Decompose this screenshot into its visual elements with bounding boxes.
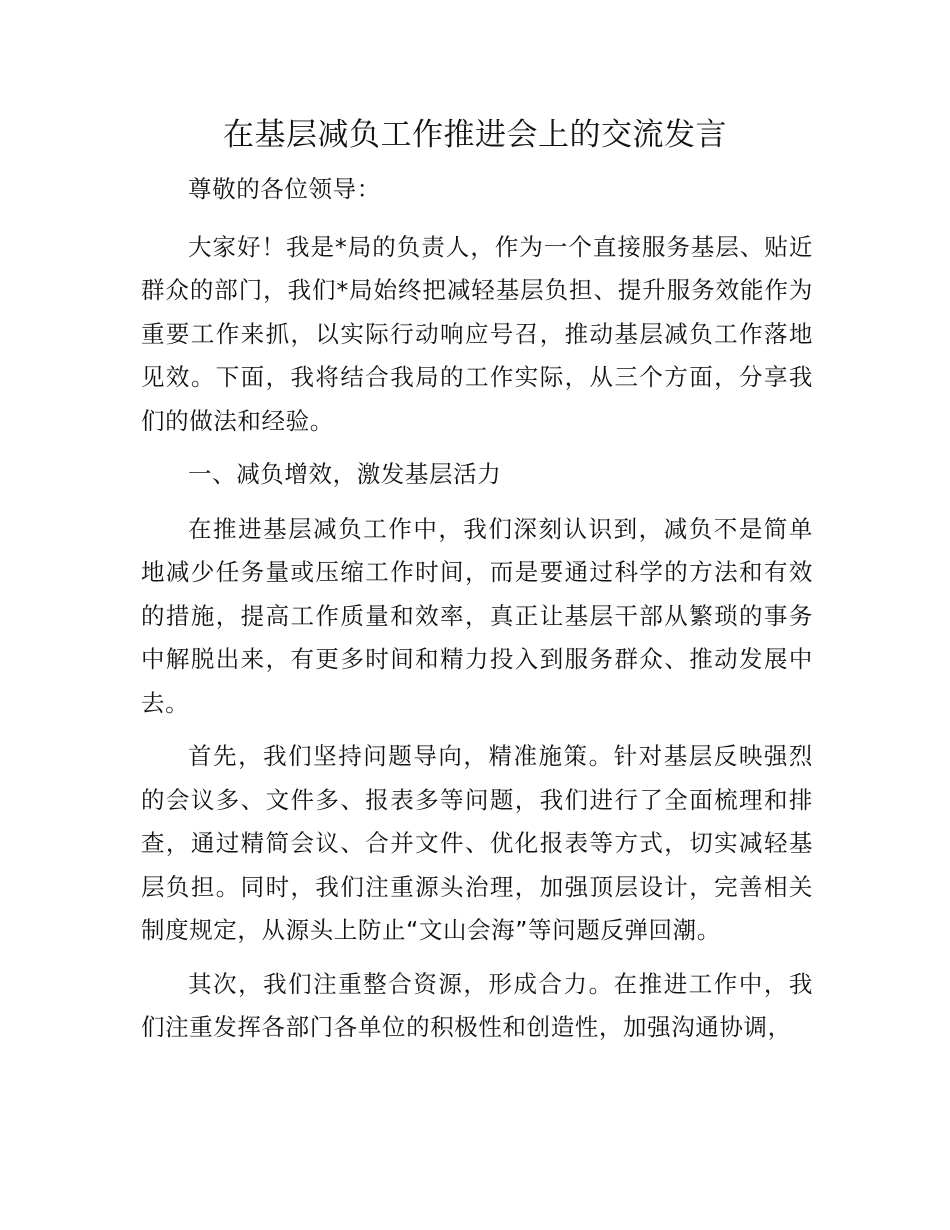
paragraph-section-1: 在推进基层减负工作中，我们深刻认识到，减负不是简单地减少任务量或压缩工作时间，而是要通过科学的方法和有效的措施，提高工作质量和效率，真正让基层干部从繁琐的事务中解脱出来，有更多时间和精力投入到服务群众、推动发展中去。 <box>141 514 813 717</box>
paragraph-second-point: 其次，我们注重整合资源，形成合力。在推进工作中，我们注重发挥各部门各单位的积极性和创造性，加强沟通协调， <box>141 969 813 1041</box>
salutation: 尊敬的各位领导： <box>188 175 381 203</box>
document-title: 在基层减负工作推进会上的交流发言 <box>223 117 727 153</box>
document-body <box>141 168 813 1060</box>
paragraph-intro: 大家好！我是*局的负责人，作为一个直接服务基层、贴近群众的部门，我们*局始终把减轻基层负担、提升服务效能作为重要工作来抓，以实际行动响应号召，推动基层减负工作落地见效。下面，我将结合我局的工作实际，从三个方面，分享我们的做法和经验。 <box>141 232 813 435</box>
section-heading-1: 一、减负增效，激发基层活力 <box>188 460 502 488</box>
paragraph-first-point: 首先，我们坚持问题导向，精准施策。针对基层反映强烈的会议多、文件多、报表多等问题，我们进行了全面梳理和排查，通过精简会议、合并文件、优化报表等方式，切实减轻基层负担。同时，我们注重源头治理，加强顶层设计，完善相关制度规定，从源头上防止“文山会海”等问题反弹回潮。 <box>141 742 813 944</box>
